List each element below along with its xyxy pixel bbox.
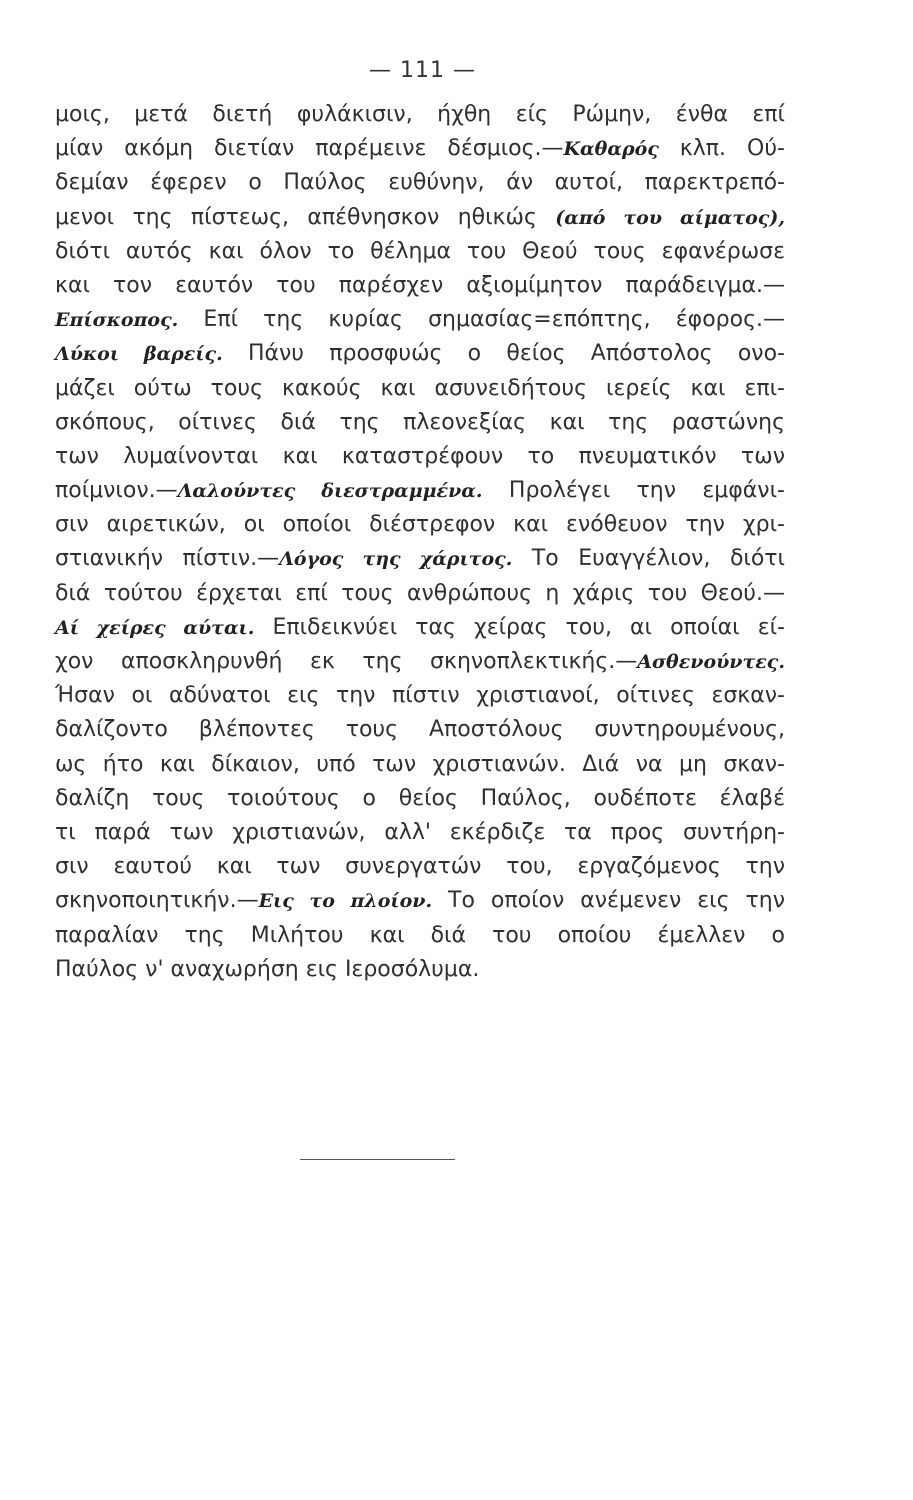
text-line [55,132,785,166]
text-line [55,372,785,406]
lemma-term: Λύκοι βαρείς. [55,343,223,366]
section-divider [300,1159,455,1160]
text-run: Το οποίον ανέμενεν εις την [432,888,785,914]
text-run: μίαν ακόμη διετίαν παρέμεινε δέσμιος.— [55,136,564,162]
text-run: διά τούτου έρχεται επί τους ανθρώπους η χάρις του Θεού.— [55,580,785,606]
text-line [55,850,785,884]
text-line [55,748,785,782]
text-run: Πάνυ προσφυώς ο θείος Απόστολος ονο- [222,341,785,367]
text-run: σιν αιρετικών, οι οποίοι διέστρεφον και ενόθευον την χρι- [55,512,785,538]
text-line [55,577,785,611]
text-run: παραλίαν της Μιλήτου και διά του οποίου έμελλεν ο [55,922,785,948]
text-line [55,303,785,337]
text-line [55,782,785,816]
text-run: Παύλος ν' αναχωρήση εις Ιεροσόλυμα. [55,956,480,982]
text-run: διότι αυτός και όλον το θέλημα του Θεού τους εφανέρωσε [55,238,785,264]
text-line [55,611,785,645]
text-run: και τον εαυτόν του παρέσχεν αξιομίμητον παράδειγμα.— [55,272,785,298]
page-number: — 111 — [369,58,476,83]
text-run: κλπ. Ού- [658,136,785,162]
text-run: Επιδεικνύει τας χείρας του, αι οποίαι εί- [254,614,785,640]
lemma-term: (από του αίματος), [555,206,785,229]
text-line [55,919,785,953]
text-run: σκηνοποιητικήν.— [55,888,259,914]
text-run: δεμίαν έφερεν ο Παύλος ευθύνην, άν αυτοί, παρεκτρεπό- [55,170,785,196]
text-run: δαλίζοντο βλέποντες τους Αποστόλους συντηρουμένους, [55,717,785,743]
text-line [55,953,785,987]
text-line [55,235,785,269]
text-run: μοις, μετά διετή φυλάκισιν, ήχθη είς Ρώμην, ένθα επί [55,102,785,127]
lemma-term: Επίσκοπος. [55,309,179,332]
text-line [55,201,785,235]
lemma-term: Ασθενούντες. [637,651,785,673]
text-line [55,645,785,679]
text-line [55,337,785,371]
text-run: Ήσαν οι αδύνατοι εις την πίστιν χριστιανοί, οίτινες εσκαν- [55,683,785,709]
text-run: των λυμαίνονται και καταστρέφουν το πνευματικόν των [55,443,785,469]
text-line [55,440,785,474]
text-run: Το Ευαγγέλιον, διότι [512,546,785,572]
text-run: χον αποσκληρυνθή εκ της σκηνοπλεκτικής.— [55,649,638,674]
lemma-term: Καθαρός [563,138,659,161]
text-run: Προλέγει την εμφάνι- [482,478,785,504]
text-line [55,166,785,200]
text-run: μενοι της πίστεως, απέθνησκον ηθικώς [55,204,556,230]
text-line [55,269,785,303]
text-line [55,679,785,713]
text-run: σκόπους, οίτινες διά της πλεονεξίας και της ραστώνης [55,409,785,435]
lemma-term: Εις το πλοίον. [258,890,433,913]
text-line [55,474,785,508]
text-run: δαλίζη τους τοιούτους ο θείος Παύλος, ουδέποτε έλαβέ [55,785,785,811]
text-line [55,406,785,440]
lemma-term: Λόγος της χάριτος. [279,548,513,571]
text-run: τι παρά των χριστιανών, αλλ' εκέρδιζε τα προς συντήρη- [55,819,785,845]
text-run: ποίμνιον.— [55,478,178,504]
text-run: ως ήτο και δίκαιον, υπό των χριστιανών. Διά να μη σκαν- [55,751,785,777]
text-line [55,98,785,132]
lemma-term: Λαλούντες διεστραμμένα. [177,480,483,503]
text-line [55,884,785,918]
text-line [55,816,785,850]
text-run: Επί της κυρίας σημασίας=επόπτης, έφορος.— [178,307,785,333]
text-run: σιν εαυτού και των συνεργατών του, εργαζόμενος την [55,854,785,880]
text-line [55,542,785,576]
text-run: στιανικήν πίστιν.— [55,546,280,572]
text-run: μάζει ούτω τους κακούς και ασυνειδήτους ιερείς και επι- [55,375,785,401]
lemma-term: Αί χείρες αύται. [55,616,255,639]
text-line [55,508,785,542]
text-line [55,713,785,747]
body-text [55,98,785,987]
